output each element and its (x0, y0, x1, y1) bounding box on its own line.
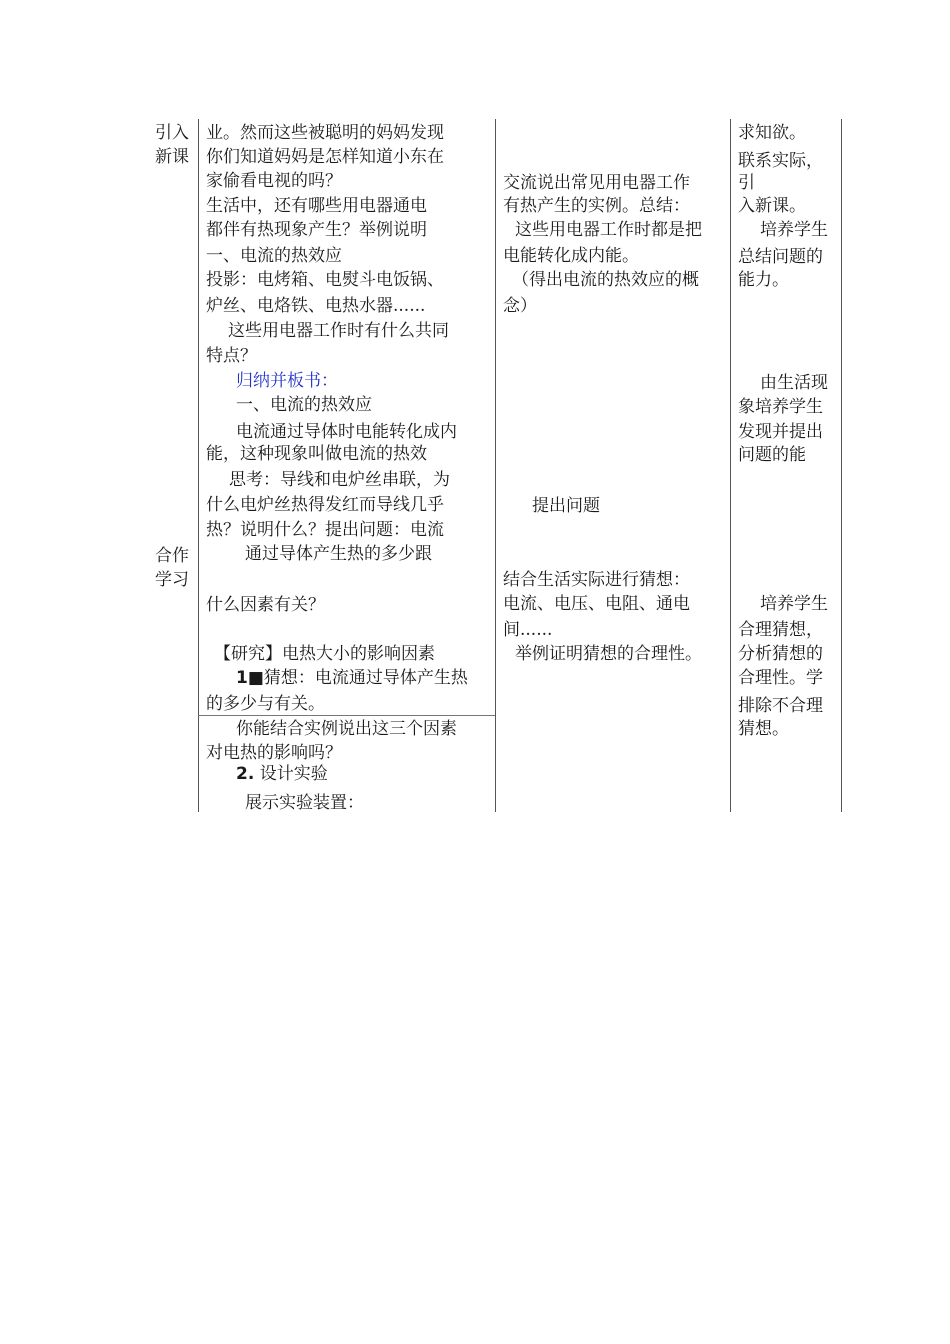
intent-line: 联系实际， (738, 151, 823, 171)
teacher-line: 炉丝、电烙铁、电热水器...... (206, 296, 426, 316)
table-border-col2 (495, 119, 496, 812)
student-line: 电能转化成内能。 (503, 246, 639, 266)
teacher-line: 什么因素有关？ (206, 595, 325, 615)
teacher-line-hypothesis (236, 667, 468, 689)
teacher-line: 都伴有热现象产生？举例说明 (206, 220, 427, 240)
table-border-col3 (730, 119, 731, 812)
student-line: 间...... (503, 620, 553, 640)
stage-coop-line2: 学习 (155, 570, 189, 590)
stage-intro-line1: 引入 (155, 123, 189, 143)
student-line: 有热产生的实例。总结： (503, 196, 690, 216)
intent-line: 求知欲。 (738, 123, 806, 143)
hypothesis-text: 猜想：电流通过导体产生热 (263, 668, 468, 688)
teacher-line-summary: 归纳并板书： (236, 371, 338, 391)
intent-line: 能力。 (738, 270, 789, 290)
student-line: 这些用电器工作时都是把 (515, 220, 702, 240)
intent-line: 合理猜想， (738, 620, 823, 640)
teacher-line-design (236, 763, 328, 785)
stage-intro-line2: 新课 (155, 147, 189, 167)
teacher-line: 热？说明什么？提出问题：电流 (206, 520, 444, 540)
intent-line: 排除不合理 (738, 696, 823, 716)
intent-line: 培养学生 (760, 220, 828, 240)
teacher-line: 展示实验装置： (245, 793, 364, 813)
intent-line: 引 (738, 173, 755, 193)
teacher-line: 投影：电烤箱、电熨斗电饭锅、 (206, 270, 444, 290)
intent-line: 合理性。学 (738, 668, 823, 688)
intent-line: 发现并提出 (738, 422, 823, 442)
teacher-line: 的多少与有关。 (206, 694, 325, 714)
table-border-right (841, 119, 842, 812)
teacher-line: 一、电流的热效应 (206, 246, 342, 266)
teacher-line: 通过导体产生热的多少跟 (245, 544, 432, 564)
intent-line: 分析猜想的 (738, 644, 823, 664)
intent-line: 猜想。 (738, 719, 789, 739)
student-line: 结合生活实际进行猜想： (503, 570, 690, 590)
student-line: 提出问题 (532, 496, 600, 516)
student-line: 交流说出常见用电器工作 (503, 173, 690, 193)
teacher-line: 一、电流的热效应 (236, 395, 372, 415)
student-line: 电流、电压、电阻、通电 (503, 594, 690, 614)
intent-line: 培养学生 (760, 594, 828, 614)
teacher-line: 特点？ (206, 346, 257, 366)
teacher-line: 什么电炉丝热得发红而导线几乎 (206, 495, 444, 515)
intent-line: 象培养学生 (738, 397, 823, 417)
intent-line: 问题的能 (738, 445, 806, 465)
stage-coop-line1: 合作 (155, 546, 189, 566)
intent-line: 入新课。 (738, 196, 806, 216)
step-number: 1■ (236, 668, 264, 688)
teacher-line: 能，这种现象叫做电流的热效 (206, 444, 427, 464)
intent-line: 由生活现 (760, 373, 828, 393)
teacher-line: 这些用电器工作时有什么共同 (228, 321, 449, 341)
intent-line: 总结问题的 (738, 247, 823, 267)
table-border-left (198, 119, 199, 812)
teacher-line: 你们知道妈妈是怎样知道小东在 (206, 147, 444, 167)
teacher-line: 电流通过导体时电能转化成内 (236, 422, 457, 442)
teacher-line: 思考：导线和电炉丝串联，为 (229, 470, 450, 490)
teacher-line: 业。然而这些被聪明的妈妈发现 (206, 123, 444, 143)
teacher-line: 你能结合实例说出这三个因素 (236, 719, 457, 739)
student-line: 念） (503, 296, 537, 316)
teacher-line: 对电热的影响吗？ (206, 743, 342, 763)
student-line: （得出电流的热效应的概 (512, 270, 699, 290)
step-number: 2. (236, 764, 255, 784)
teacher-line: 【研究】电热大小的影响因素 (214, 644, 435, 664)
row-divider (198, 715, 495, 716)
teacher-line: 生活中，还有哪些用电器通电 (206, 196, 427, 216)
teacher-line: 家偷看电视的吗？ (206, 171, 342, 191)
design-text: 设计实验 (259, 764, 328, 784)
student-line: 举例证明猜想的合理性。 (515, 644, 702, 664)
